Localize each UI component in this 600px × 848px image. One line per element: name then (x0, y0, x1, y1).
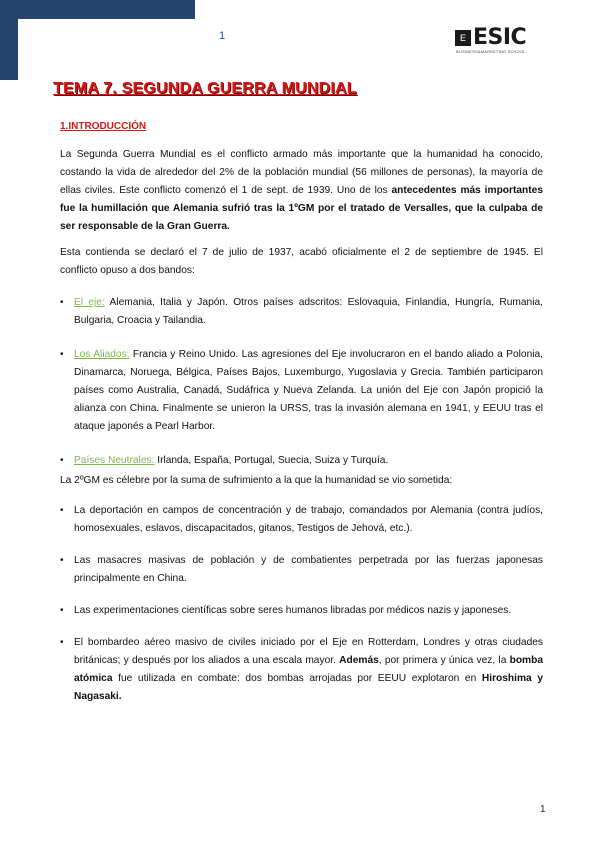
bullet-icon: • (60, 455, 64, 466)
bullet-icon: • (60, 555, 64, 566)
bullet-icon: • (60, 349, 64, 360)
header-bar-side (0, 0, 18, 80)
item-bold: Además (339, 655, 379, 666)
bando-text: Francia y Reino Unido. Las agresiones del Eje involucraron en el bando aliado a Polonia, Dinamarca, Noruega, Bélgica, Países Bajos, Luxemburgo, Yugoslavia y Grecia. También participaron países como Australia, Canadá, Sudáfrica y Nueva Zelanda. La unión del Eje con Japón propició la alianza con China. Finalmente se unieron la URSS, tras la invasión alemana en 1941, y EEUU tras el ataque japonés a Pearl Harbor. (74, 349, 543, 432)
list-item (60, 294, 543, 330)
list-item (60, 452, 543, 470)
bando-text: Irlanda, España, Portugal, Suecia, Suiza y Turquía. (154, 455, 389, 466)
sufrimiento-list (60, 502, 543, 706)
section-heading: 1.INTRODUCCIÓN (60, 121, 147, 132)
list-item (60, 602, 543, 620)
item-bold: Hiroshima y Nagasaki. (74, 673, 543, 702)
item-bold: bomba atómica (74, 655, 543, 684)
bando-label: Países Neutrales: (74, 455, 155, 466)
bando-text: Alemania, Italia y Japón. Otros países adscritos: Eslovaquia, Finlandia, Hungría, Rumania, Bulgaria, Croacia y Tailandia. (74, 297, 543, 326)
bullet-icon: • (60, 605, 64, 616)
item-text: Las masacres masivas de población y de combatientes perpetrada por las fuerzas japonesas principalmente en China. (74, 555, 543, 584)
bullet-icon: • (60, 505, 64, 516)
intro-text: La Segunda Guerra Mundial es el conflicto armado más importante que la humanidad ha conocido, costando la vida de alrededor del 2% de la población mundial (56 millones de personas), la mayoría de ellas civiles. Este conflicto comenzó el 1 de sept. de 1939. Uno de los (60, 149, 543, 196)
logo-mark-icon: E (455, 30, 471, 46)
list-item (60, 346, 543, 436)
list-item (60, 502, 543, 538)
bando-label: Los Aliados: (74, 349, 130, 360)
bandos-list (60, 294, 543, 470)
page-number-top: 1 (219, 30, 226, 42)
bando-label: El eje: (74, 297, 105, 308)
bullet-icon: • (60, 297, 64, 308)
header-bar (0, 0, 195, 19)
paragraph-bandos: Esta contienda se declaró el 7 de julio de 1937, acabó oficialmente el 2 de septiembre de 1945. El conflicto opuso a dos bandos: (60, 247, 543, 276)
page-title: TEMA 7. SEGUNDA GUERRA MUNDIAL (53, 80, 357, 97)
logo-subtitle: BUSINESS&MARKETING SCHOOL (456, 49, 526, 54)
esic-logo (455, 25, 527, 50)
list-item (60, 552, 543, 588)
logo-text: ESIC (473, 25, 527, 50)
item-text: fue utilizada en combate: dos bombas arrojadas por EEUU explotaron en (112, 673, 482, 684)
item-text: , por primera y única vez, la (378, 655, 510, 666)
bullet-icon: • (60, 637, 64, 648)
item-text: La deportación en campos de concentración y de trabajo, comandados por Alemania (contra judíos, homosexuales, eslavos, discapacitados, gitanos, Testigos de Jehová, etc.). (74, 505, 543, 534)
intro-paragraph (60, 146, 543, 236)
paragraph-sufrimiento: La 2ºGM es célebre por la suma de sufrimiento a la que la humanidad se vio sometida: (60, 475, 453, 486)
item-text: Las experimentaciones científicas sobre seres humanos libradas por médicos nazis y japoneses. (74, 605, 512, 616)
page-number-bottom: 1 (540, 804, 546, 815)
item-text: El bombardeo aéreo masivo de civiles iniciado por el Eje en Rotterdam, Londres y otras ciudades británicas; y después por los aliados a una escala mayor. (74, 637, 543, 666)
intro-bold: antecedentes más importantes fue la humillación que Alemania sufrió tras la 1ºGM por el tratado de Versalles, que la culpaba de ser responsable de la Gran Guerra. (60, 185, 543, 232)
list-item (60, 634, 543, 706)
